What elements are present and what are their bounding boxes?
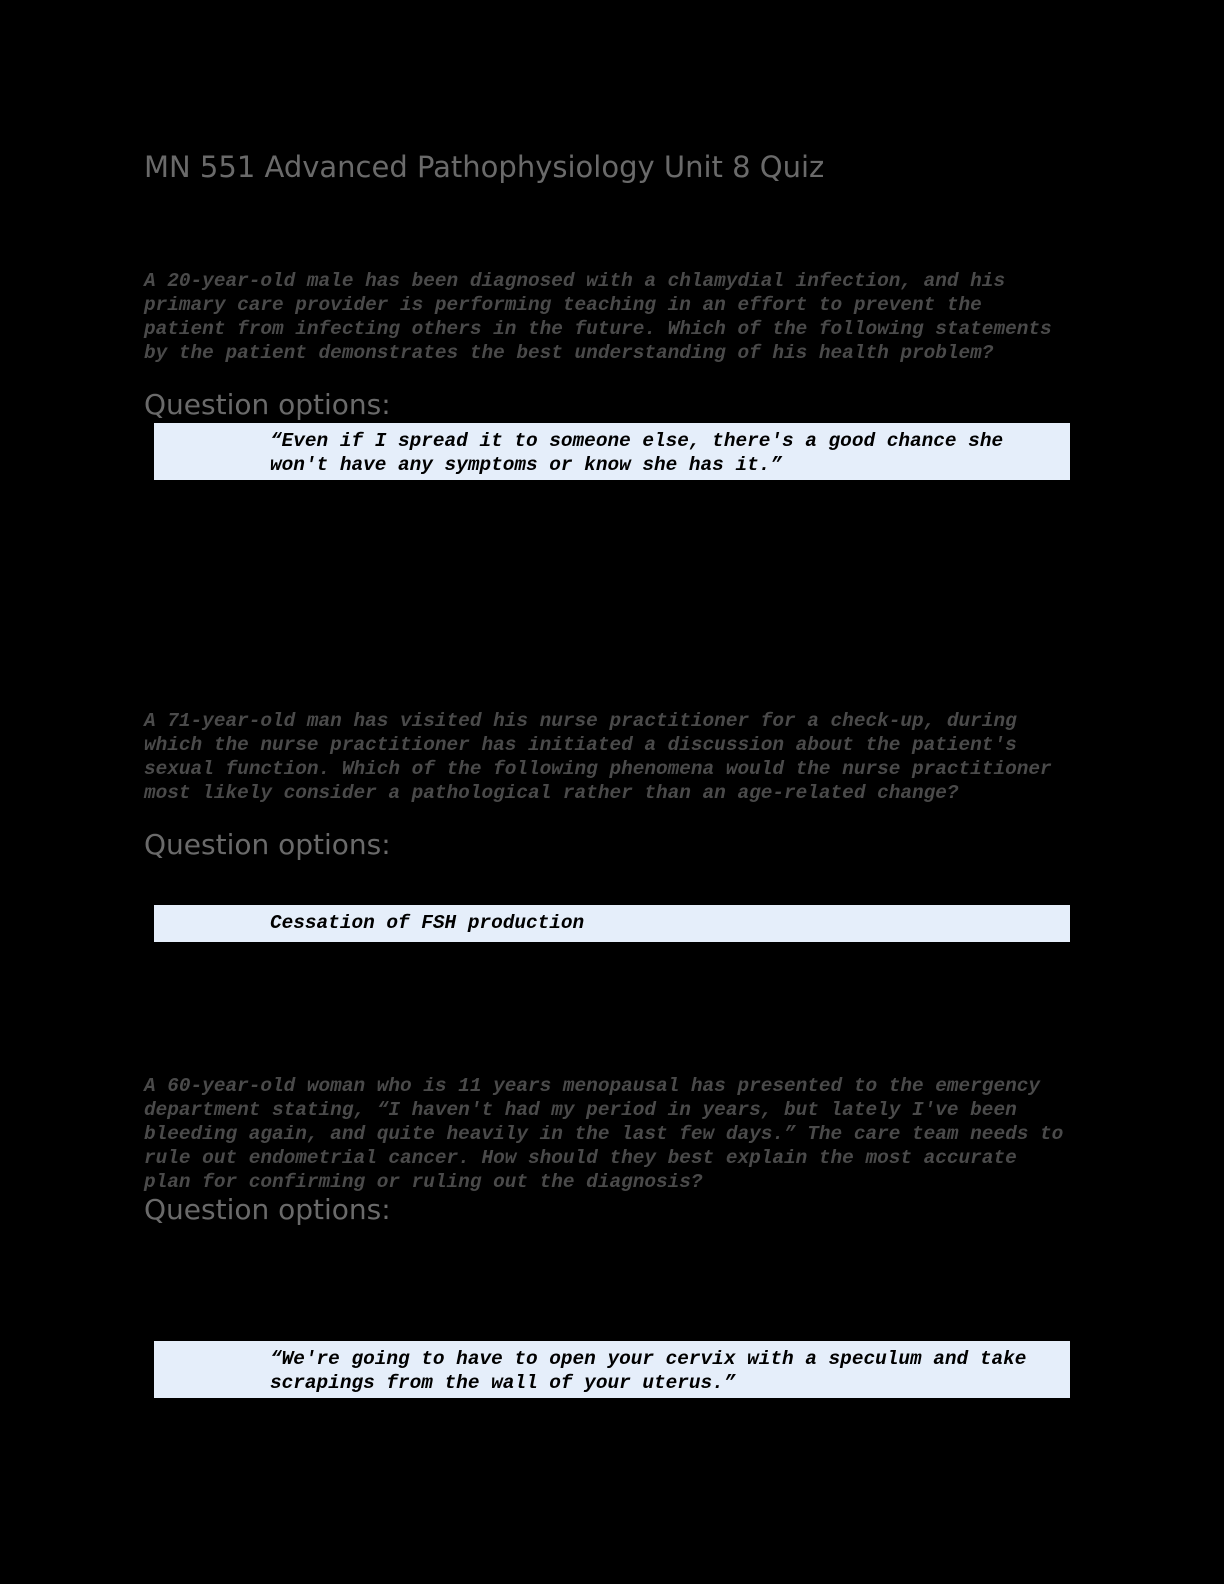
question-2-selected-option[interactable] xyxy=(154,905,1070,942)
question-3-options-heading: Question options: xyxy=(144,1193,391,1226)
question-2-text: A 71-year-old man has visited his nurse practitioner for a check-up, during which the nurse practitioner has initiated a discussion about the patient's sexual function. Which of the following phenomena would the nurse practitioner most likely consider a pathological rather than an age-related change? xyxy=(144,710,1052,804)
question-1-text: A 20-year-old male has been diagnosed with a chlamydial infection, and his primary care provider is performing teaching in an effort to prevent the patient from infecting others in the future. Which of the following statements by the patient demonstrates the best understanding of his health problem? xyxy=(144,270,1052,364)
question-1-options-heading: Question options: xyxy=(144,388,391,421)
question-3-option-text: “We're going to have to open your cervix with a speculum and take scrapings from the wall of your uterus.” xyxy=(270,1348,1027,1394)
question-2-option-text: Cessation of FSH production xyxy=(270,912,585,934)
question-1-selected-option[interactable] xyxy=(154,423,1070,480)
question-1-option-text: “Even if I spread it to someone else, there's a good chance she won't have any symptoms or know she has it.” xyxy=(270,430,1004,476)
question-3-selected-option[interactable] xyxy=(154,1341,1070,1398)
question-2-options-heading: Question options: xyxy=(144,828,391,861)
question-3-text: A 60-year-old woman who is 11 years menopausal has presented to the emergency department stating, “I haven't had my period in years, but lately I've been bleeding again, and quite heavily in the last few days.” The care team needs to rule out endometrial cancer. How should they best explain the most accurate plan for confirming or ruling out the diagnosis? xyxy=(144,1075,1064,1193)
page-title: MN 551 Advanced Pathophysiology Unit 8 Quiz xyxy=(144,150,825,184)
